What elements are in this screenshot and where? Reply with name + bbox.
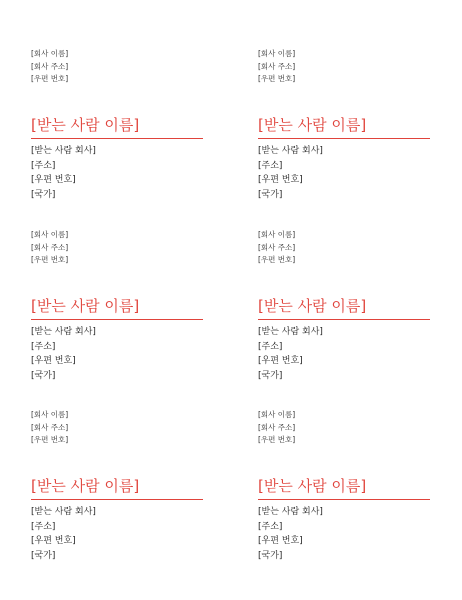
recipient-street-address: [주소]	[258, 160, 283, 171]
recipient-country: [국가]	[31, 550, 56, 561]
recipient-name: [받는 사람 이름]	[258, 297, 367, 315]
recipient-street-address: [주소]	[31, 341, 56, 352]
return-address	[258, 409, 295, 447]
recipient-address	[31, 325, 96, 383]
divider-line	[31, 138, 203, 139]
company-name: [회사 이름]	[31, 410, 69, 419]
recipient-postal-code: [우편 번호]	[31, 536, 76, 546]
return-address	[258, 48, 295, 86]
divider-line	[258, 138, 430, 139]
company-address: [회사 주소]	[258, 61, 296, 71]
company-name: [회사 이름]	[258, 49, 296, 58]
recipient-company: [받는 사람 회사]	[31, 327, 96, 337]
recipient-postal-code: [우편 번호]	[31, 175, 76, 185]
recipient-country: [국가]	[258, 189, 283, 200]
recipient-street-address: [주소]	[31, 521, 56, 532]
divider-line	[31, 499, 203, 500]
recipient-company: [받는 사람 회사]	[258, 507, 323, 517]
return-address	[31, 48, 68, 86]
return-address	[31, 409, 68, 447]
return-address	[258, 229, 295, 267]
company-postal-code: [우편 번호]	[258, 435, 296, 444]
recipient-name: [받는 사람 이름]	[258, 477, 367, 495]
divider-line	[258, 319, 430, 320]
recipient-name: [받는 사람 이름]	[258, 116, 367, 134]
company-address: [회사 주소]	[31, 242, 69, 252]
company-address: [회사 주소]	[31, 422, 69, 432]
recipient-postal-code: [우편 번호]	[258, 175, 303, 185]
recipient-country: [국가]	[31, 370, 56, 381]
company-address: [회사 주소]	[31, 61, 69, 71]
recipient-street-address: [주소]	[31, 160, 56, 171]
company-postal-code: [우편 번호]	[31, 74, 69, 83]
recipient-company: [받는 사람 회사]	[31, 507, 96, 517]
recipient-company: [받는 사람 회사]	[258, 146, 323, 156]
recipient-name: [받는 사람 이름]	[31, 297, 140, 315]
company-name: [회사 이름]	[31, 49, 69, 58]
company-name: [회사 이름]	[31, 230, 69, 239]
recipient-street-address: [주소]	[258, 341, 283, 352]
recipient-street-address: [주소]	[258, 521, 283, 532]
company-address: [회사 주소]	[258, 242, 296, 252]
recipient-country: [국가]	[31, 189, 56, 200]
company-postal-code: [우편 번호]	[31, 435, 69, 444]
recipient-name: [받는 사람 이름]	[31, 116, 140, 134]
recipient-postal-code: [우편 번호]	[258, 536, 303, 546]
divider-line	[31, 319, 203, 320]
return-address	[31, 229, 68, 267]
recipient-address	[31, 505, 96, 563]
company-address: [회사 주소]	[258, 422, 296, 432]
recipient-address	[258, 144, 323, 202]
company-name: [회사 이름]	[258, 230, 296, 239]
company-name: [회사 이름]	[258, 410, 296, 419]
recipient-company: [받는 사람 회사]	[258, 327, 323, 337]
company-postal-code: [우편 번호]	[258, 255, 296, 264]
recipient-company: [받는 사람 회사]	[31, 146, 96, 156]
divider-line	[258, 499, 430, 500]
company-postal-code: [우편 번호]	[31, 255, 69, 264]
recipient-postal-code: [우편 번호]	[258, 356, 303, 366]
recipient-address	[258, 505, 323, 563]
recipient-name: [받는 사람 이름]	[31, 477, 140, 495]
company-postal-code: [우편 번호]	[258, 74, 296, 83]
recipient-address	[258, 325, 323, 383]
recipient-country: [국가]	[258, 550, 283, 561]
recipient-address	[31, 144, 96, 202]
recipient-country: [국가]	[258, 370, 283, 381]
recipient-postal-code: [우편 번호]	[31, 356, 76, 366]
